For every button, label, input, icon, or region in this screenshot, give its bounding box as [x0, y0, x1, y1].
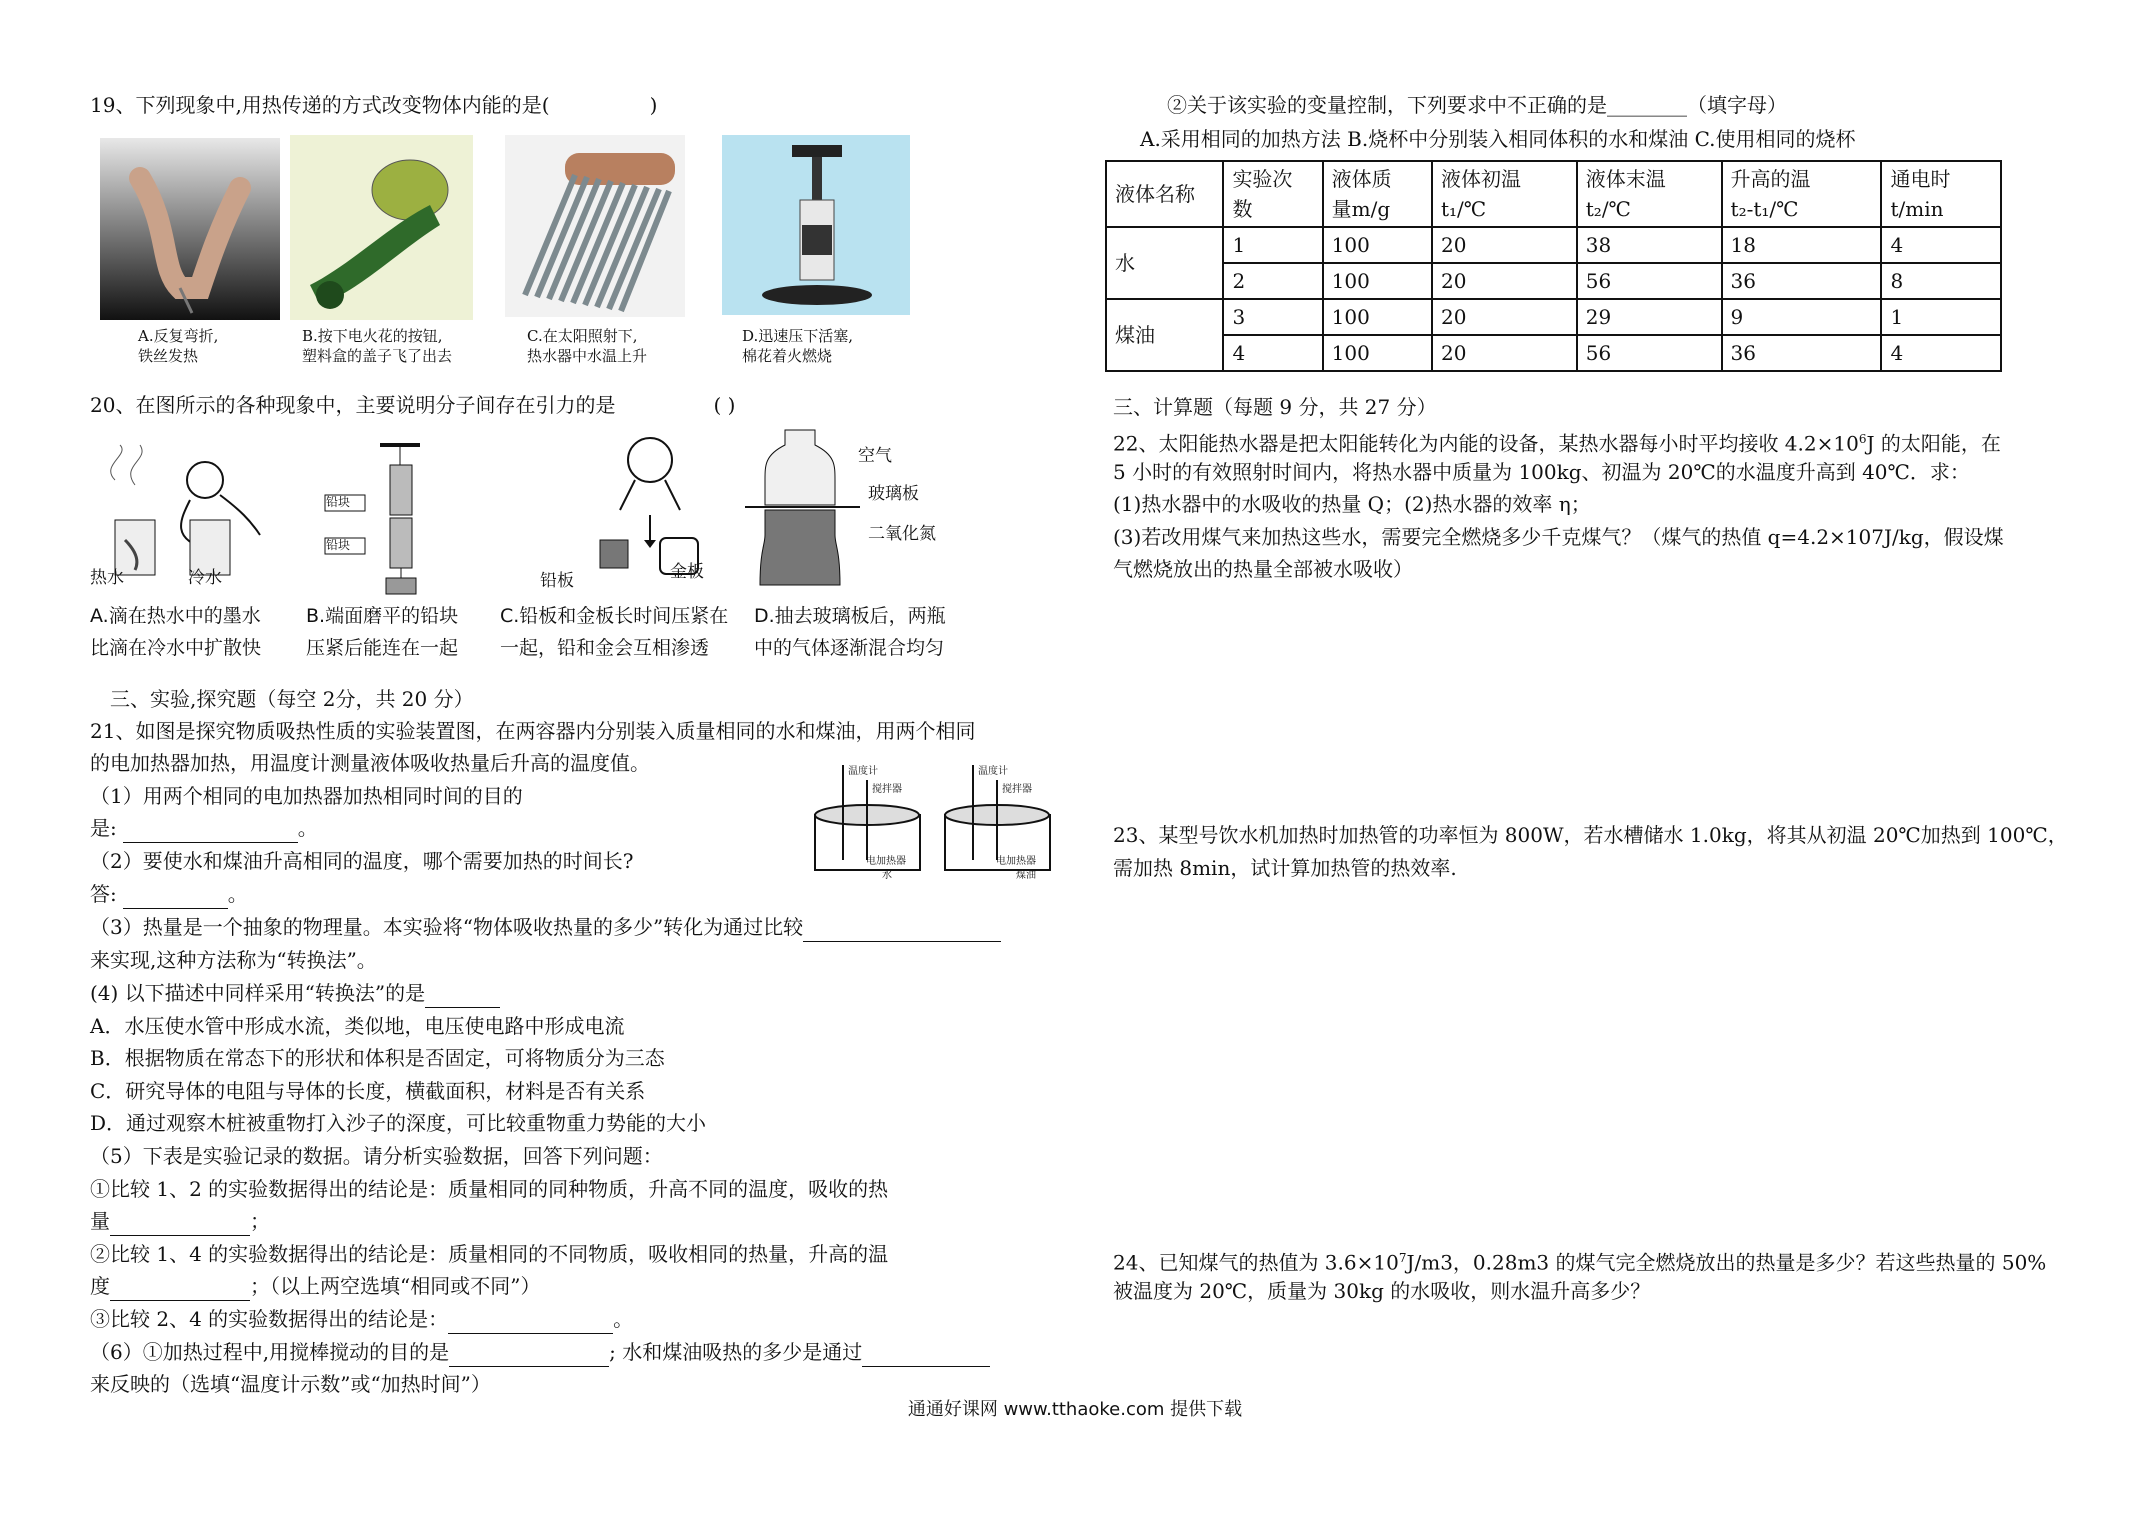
q21-part1-question: （1）用两个相同的电加热器加热相同时间的目的 [90, 784, 523, 808]
q21-part5-1-blank[interactable] [110, 1215, 250, 1236]
table-cell: 4 [1881, 227, 2001, 263]
table-cell: 29 [1577, 299, 1722, 335]
section-calc-title: 三、计算题（每题 9 分，共 27 分） [1113, 395, 1437, 419]
q20-label-lead-plate: 铅板 [540, 571, 574, 591]
table-row [1106, 263, 2001, 299]
q23-line2: 需加热 8min，试计算加热管的热效率. [1113, 856, 1457, 880]
q21-part1-answer: 是: 。 [90, 813, 318, 843]
q19-caption-a: A.反复弯折, 铁丝发热 [138, 327, 219, 365]
q21-part5-2-blank[interactable] [110, 1280, 250, 1301]
q24-line2: 被温度为 20℃，质量为 30kg 的水吸收，则水温升高多少？ [1113, 1279, 1651, 1303]
table-cell: 18 [1722, 227, 1882, 263]
q19-image-solar-heater [505, 135, 685, 317]
table-header-cell: 液体质 量m/g [1323, 161, 1432, 227]
table-cell: 20 [1432, 263, 1577, 299]
table-header-cell: 通电时 t/min [1881, 161, 2001, 227]
table-header-cell: 液体初温 t₁/℃ [1432, 161, 1577, 227]
q19-image-bending-wire [100, 138, 280, 320]
q21-label-heater-2: 电加热器 [996, 856, 1036, 867]
q21-label-water: 水 [882, 870, 892, 881]
table-cell: 2 [1223, 263, 1322, 299]
q21-part6-line2: 来反映的（选填“温度计示数”或“加热时间”） [90, 1372, 491, 1396]
experiment-data-table [1105, 160, 2002, 372]
q21-part6-line1: （6）①加热过程中,用搅棒搅动的目的是 ; 水和煤油吸热的多少是通过 [90, 1337, 990, 1367]
q21-part5-1-line2: 量 ； [90, 1206, 270, 1236]
q21-part5-1-line1: ①比较 1、2 的实验数据得出的结论是：质量相同的同种物质，升高不同的温度，吸收的热 [90, 1177, 889, 1201]
table-cell: 100 [1323, 299, 1432, 335]
table-cell: 20 [1432, 227, 1577, 263]
q21-part2-answer: 答: 。 [90, 879, 248, 909]
q22-line4: (3)若改用煤气来加热这些水，需要完全燃烧多少千克煤气？（煤气的热值 q=4.2×107J/kg，假设煤 [1113, 525, 2004, 549]
q20-figure-lead-blocks [320, 440, 480, 595]
table-cell: 20 [1432, 299, 1577, 335]
table-group-kerosene: 煤油 [1106, 299, 1223, 371]
table-header-row [1106, 161, 2001, 227]
table-row [1106, 299, 2001, 335]
q21-label-kerosene: 煤油 [1016, 870, 1036, 881]
q21-part5-2-line2: 度 ；（以上两空选填“相同或不同”） [90, 1271, 540, 1301]
q20-label-hot-water: 热水 [90, 568, 124, 588]
table-cell: 56 [1577, 335, 1722, 371]
q21-option-c: C．研究导体的电阻与导体的长度，横截面积，材料是否有关系 [90, 1079, 646, 1103]
table-header-cell: 液体末温 t₂/℃ [1577, 161, 1722, 227]
q21-option-b: B．根据物质在常态下的形状和体积是否固定，可将物质分为三态 [90, 1046, 665, 1070]
table-cell: 8 [1881, 263, 2001, 299]
q21-part5-variable-control: ②关于该实验的变量控制，下列要求中不正确的是________（填字母） [1167, 93, 1787, 117]
q20-label-gold-plate: 金板 [670, 562, 704, 582]
section-experiment-title: 三、实验,探究题（每空 2分，共 20 分） [110, 687, 474, 711]
q21-label-thermometer-1: 温度计 [848, 766, 878, 777]
q21-part5-3-blank[interactable] [448, 1313, 613, 1334]
q20-label-air: 空气 [858, 446, 892, 466]
q21-part5-intro: （5）下表是实验记录的数据。请分析实验数据，回答下列问题： [90, 1144, 663, 1168]
table-header-cell: 液体名称 [1106, 161, 1223, 227]
table-header-cell: 升高的温 t₂-t₁/℃ [1722, 161, 1882, 227]
q21-intro-line2: 的电加热器加热，用温度计测量液体吸收热量后升高的温度值。 [90, 751, 650, 775]
q21-apparatus-figure [795, 760, 1080, 875]
q20-label-glass: 玻璃板 [868, 484, 919, 504]
q21-part4-blank[interactable] [425, 987, 500, 1008]
q21-part2-question: （2）要使水和煤油升高相同的温度，哪个需要加热的时间长? [90, 849, 634, 873]
q19-stem: 19、下列现象中,用热传递的方式改变物体内能的是( ) [90, 93, 658, 117]
q21-label-stirrer-1: 搅拌器 [872, 784, 902, 795]
q21-part5-3: ③比较 2、4 的实验数据得出的结论是： 。 [90, 1304, 633, 1334]
q20-label-co2: 二氧化氮 [868, 524, 936, 544]
q23-line1: 23、某型号饮水机加热时加热管的功率恒为 800W，若水槽储水 1.0kg，将其从初温 20℃加热到 100℃， [1113, 823, 2068, 847]
table-group-water: 水 [1106, 227, 1223, 299]
table-cell: 1 [1223, 227, 1322, 263]
q22-line1: 22、太阳能热水器是把太阳能转化为内能的设备，某热水器每小时平均接收 $4.2\times 10^6J$ 的太阳能，在 [1113, 431, 2001, 456]
table-cell: 1 [1881, 299, 2001, 335]
table-row [1106, 227, 2001, 263]
q21-option-a: A．水压使水管中形成水流，类似地，电压使电路中形成电流 [90, 1014, 625, 1038]
q21-part3-question: （3）热量是一个抽象的物理量。本实验将“物体吸收热量的多少”转化为通过比较 [90, 912, 1001, 942]
q22-line3: (1)热水器中的水吸收的热量 Q；(2)热水器的效率 η； [1113, 492, 1591, 516]
table-cell: 36 [1722, 263, 1882, 299]
q21-part6-blank-2[interactable] [862, 1346, 990, 1367]
table-cell: 100 [1323, 263, 1432, 299]
q22-line5: 气燃烧放出的热量全部被水吸收） [1113, 557, 1413, 581]
q21-option-d: D．通过观察木桩被重物打入沙子的深度，可比较重物重力势能的大小 [90, 1111, 707, 1135]
q19-image-spark-box [290, 135, 473, 320]
q19-caption-d: D.迅速压下活塞, 棉花着火燃烧 [742, 327, 854, 365]
q21-part2-blank[interactable] [123, 888, 228, 909]
q19-image-piston-cotton [722, 135, 910, 315]
q20-figure-lead-gold [560, 430, 730, 590]
q21-label-stirrer-2: 搅拌器 [1002, 784, 1032, 795]
table-cell: 56 [1577, 263, 1722, 299]
q21-part5-2-line1: ②比较 1、4 的实验数据得出的结论是：质量相同的不同物质，吸收相同的热量，升高的温 [90, 1242, 889, 1266]
q21-part4-question: (4) 以下描述中同样采用“转换法”的是 [90, 978, 500, 1008]
table-row [1106, 335, 2001, 371]
table-cell: 100 [1323, 335, 1432, 371]
table-cell: 3 [1223, 299, 1322, 335]
q20-caption-a: A.滴在热水中的墨水 比滴在冷水中扩散快 [90, 605, 262, 659]
q21-intro-line1: 21、如图是探究物质吸热性质的实验装置图，在两容器内分别装入质量相同的水和煤油，用两个相同 [90, 719, 976, 743]
q20-caption-c: C.铅板和金板长时间压紧在 一起，铅和金会互相渗透 [500, 605, 729, 659]
table-cell: 38 [1577, 227, 1722, 263]
q19-caption-b: B.按下电火花的按钮, 塑料盒的盖子飞了出去 [302, 327, 453, 365]
q21-part3-tail: 来实现,这种方法称为“转换法”。 [90, 948, 377, 972]
q24-line1: 24、已知煤气的热值为 $3.6\times 10^7J/m3$，0.28m3 的煤气完全燃烧放出的热量是多少？若这些热量的 50% [1113, 1250, 2047, 1275]
q21-part1-blank[interactable] [123, 822, 298, 843]
q21-label-heater-1: 电加热器 [866, 856, 906, 867]
table-cell: 4 [1881, 335, 2001, 371]
q20-stem: 20、在图所示的各种现象中，主要说明分子间存在引力的是 ( ) [90, 393, 736, 417]
q21-label-thermometer-2: 温度计 [978, 766, 1008, 777]
table-header-cell: 实验次 数 [1223, 161, 1322, 227]
table-cell: 9 [1722, 299, 1882, 335]
q20-label-lead-1: 铅块 [326, 495, 351, 509]
q22-line2: 5 小时的有效照射时间内，将热水器中质量为 100kg、初温为 20℃的水温度升高到 40℃．求： [1113, 460, 1970, 484]
table-cell: 20 [1432, 335, 1577, 371]
q21-part3-blank[interactable] [803, 921, 1001, 942]
q21-part5-variable-options: A.采用相同的加热方法 B.烧杯中分别装入相同体积的水和煤油 C.使用相同的烧杯 [1140, 127, 1856, 151]
q20-caption-d: D.抽去玻璃板后，两瓶 中的气体逐渐混合均匀 [754, 605, 946, 659]
q20-label-lead-2: 铅块 [326, 538, 351, 552]
table-cell: 100 [1323, 227, 1432, 263]
q20-caption-b: B.端面磨平的铅块 压紧后能连在一起 [306, 605, 459, 659]
table-cell: 4 [1223, 335, 1322, 371]
q21-part6-blank-1[interactable] [449, 1346, 609, 1367]
table-cell: 36 [1722, 335, 1882, 371]
q19-caption-c: C.在太阳照射下, 热水器中水温上升 [527, 327, 648, 365]
page-footer: 通通好课网 www.tthaoke.com 提供下载 [907, 1399, 1243, 1420]
q20-label-cold-water: 冷水 [188, 568, 222, 588]
